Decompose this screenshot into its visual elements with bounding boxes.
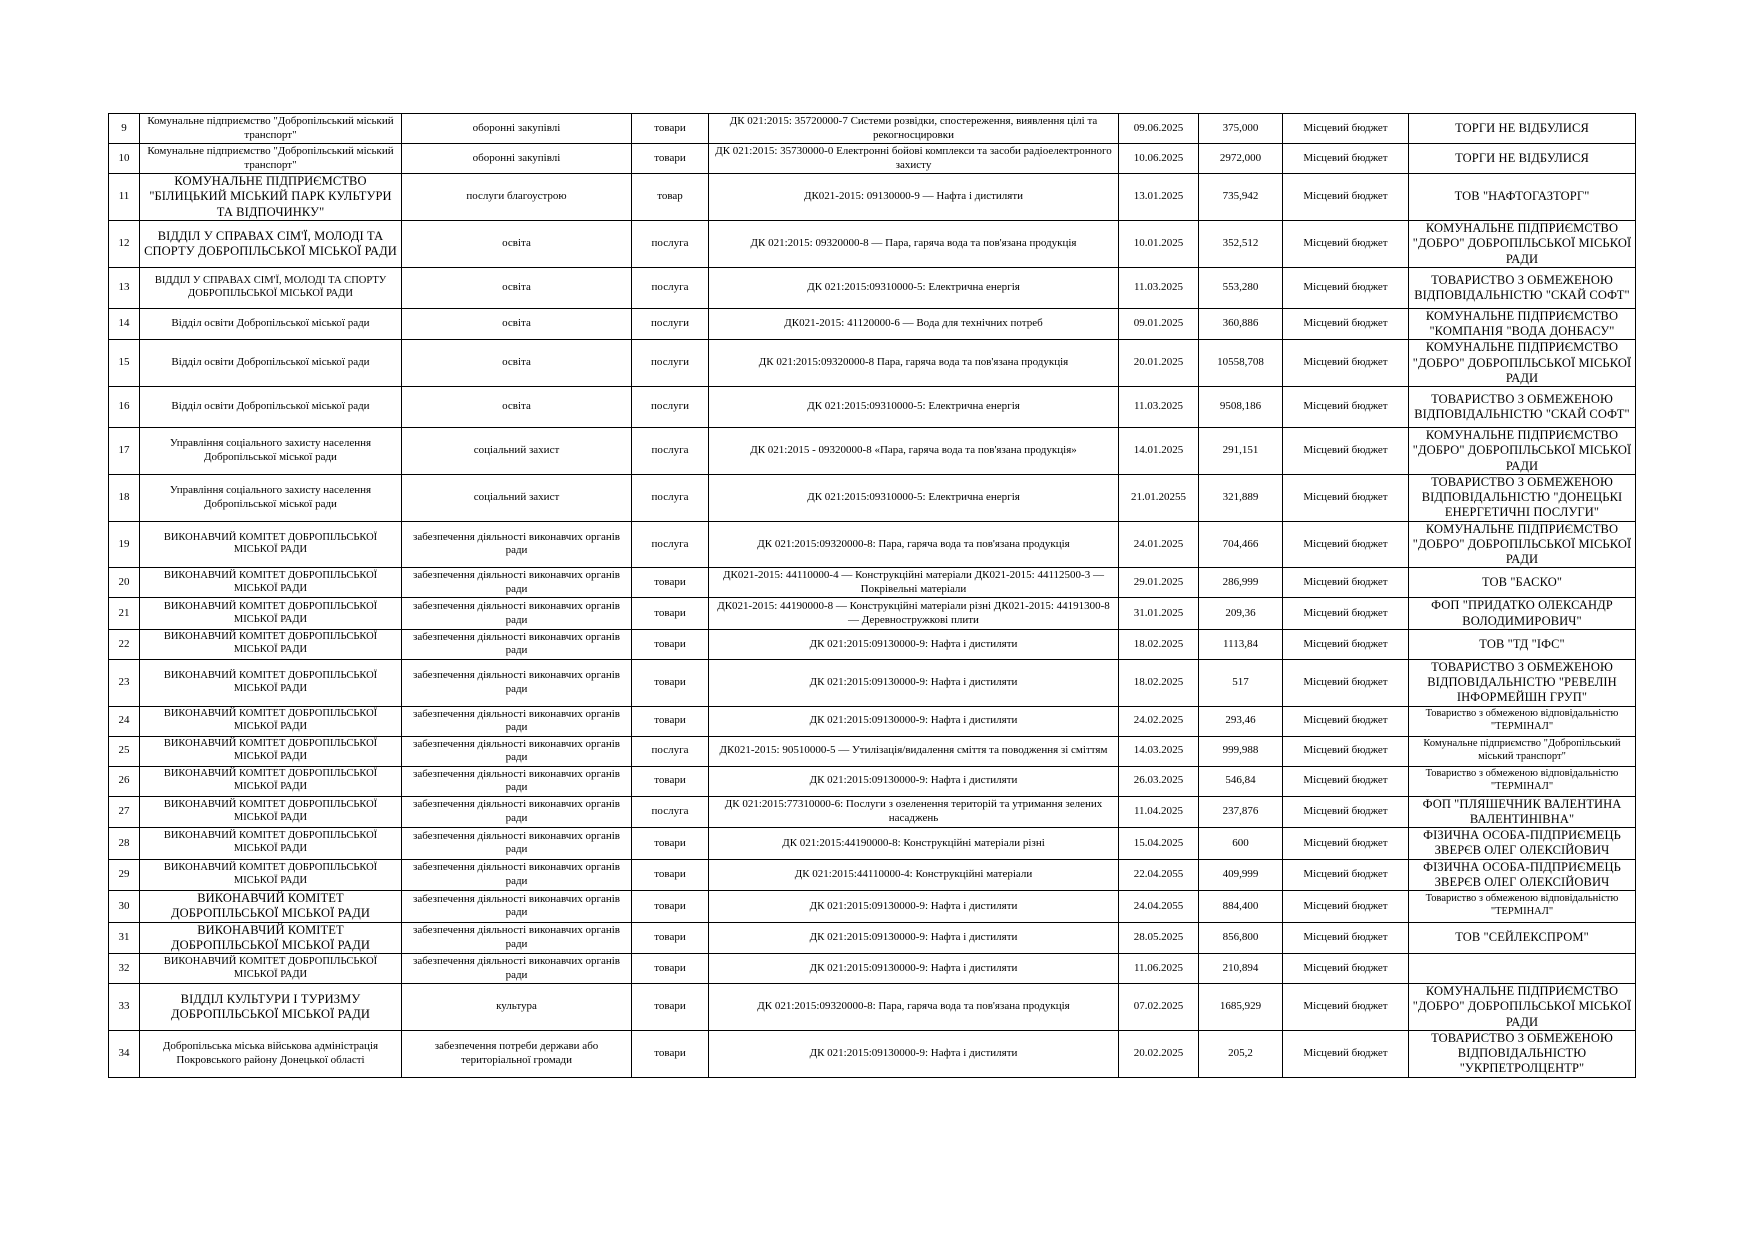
winner-cell: Товариство з обмеженою відповідальністю "ТЕРМІНАЛ" [1409, 891, 1636, 923]
contract-date-cell: 26.03.2025 [1119, 766, 1199, 796]
table-row [109, 521, 1636, 568]
row-number-cell: 29 [109, 859, 140, 891]
procurement-subject-cell: ДК021-2015: 44190000-8 — Конструкційні матеріали різні ДК021-2015: 44191300-8 — Деревностружкові плити [709, 598, 1119, 630]
procuring-entity-cell: ВИКОНАВЧИЙ КОМІТЕТ ДОБРОПІЛЬСЬКОЇ МІСЬКОЇ РАДИ [140, 706, 402, 736]
contract-amount-cell: 286,999 [1199, 568, 1283, 598]
procurement-subject-cell: ДК 021:2015:09310000-5: Електрична енергія [709, 474, 1119, 521]
procurement-purpose-cell: соціальний захист [402, 428, 632, 475]
contract-date-cell: 31.01.2025 [1119, 598, 1199, 630]
table-row [109, 568, 1636, 598]
funding-source-cell: Місцевий бюджет [1283, 954, 1409, 984]
contract-amount-cell: 9508,186 [1199, 387, 1283, 428]
row-number-cell: 23 [109, 659, 140, 706]
row-number-cell: 16 [109, 387, 140, 428]
winner-cell: ТОРГИ НЕ ВІДБУЛИСЯ [1409, 144, 1636, 174]
procurement-subject-cell: ДК 021:2015: 35720000-7 Системи розвідки, спостереження, виявлення цілі та рекогносцировки [709, 114, 1119, 144]
row-number-cell: 9 [109, 114, 140, 144]
funding-source-cell: Місцевий бюджет [1283, 144, 1409, 174]
procuring-entity-cell: ВИКОНАВЧИЙ КОМІТЕТ ДОБРОПІЛЬСЬКОЇ МІСЬКОЇ РАДИ [140, 629, 402, 659]
row-number-cell: 22 [109, 629, 140, 659]
contract-amount-cell: 856,800 [1199, 922, 1283, 954]
funding-source-cell: Місцевий бюджет [1283, 659, 1409, 706]
contract-amount-cell: 360,886 [1199, 308, 1283, 340]
winner-cell: КОМУНАЛЬНЕ ПІДПРИЄМСТВО "ДОБРО" ДОБРОПІЛЬСЬКОЇ МІСЬКОЇ РАДИ [1409, 984, 1636, 1031]
procurement-type-cell: послуги [632, 308, 709, 340]
contract-amount-cell: 884,400 [1199, 891, 1283, 923]
procuring-entity-cell: Управління соціального захисту населення Добропільської міської ради [140, 428, 402, 475]
contract-date-cell: 07.02.2025 [1119, 984, 1199, 1031]
table-row [109, 114, 1636, 144]
procuring-entity-cell: Відділ освіти Добропільської міської ради [140, 387, 402, 428]
contract-date-cell: 29.01.2025 [1119, 568, 1199, 598]
procurement-subject-cell: ДК 021:2015:09130000-9: Нафта і дистиляти [709, 629, 1119, 659]
funding-source-cell: Місцевий бюджет [1283, 891, 1409, 923]
contract-date-cell: 20.01.2025 [1119, 340, 1199, 387]
row-number-cell: 31 [109, 922, 140, 954]
procurement-subject-cell: ДК 021:2015:09130000-9: Нафта і дистиляти [709, 659, 1119, 706]
funding-source-cell: Місцевий бюджет [1283, 1030, 1409, 1077]
row-number-cell: 28 [109, 828, 140, 860]
procurement-purpose-cell: забезпечення діяльності виконавчих органів ради [402, 954, 632, 984]
procuring-entity-cell: ВИКОНАВЧИЙ КОМІТЕТ ДОБРОПІЛЬСЬКОЇ МІСЬКОЇ РАДИ [140, 796, 402, 828]
row-number-cell: 17 [109, 428, 140, 475]
procurement-type-cell: товари [632, 922, 709, 954]
funding-source-cell: Місцевий бюджет [1283, 340, 1409, 387]
table-row [109, 796, 1636, 828]
procurement-type-cell: послуга [632, 428, 709, 475]
winner-cell: КОМУНАЛЬНЕ ПІДПРИЄМСТВО "ДОБРО" ДОБРОПІЛЬСЬКОЇ МІСЬКОЇ РАДИ [1409, 340, 1636, 387]
procurement-purpose-cell: соціальний захист [402, 474, 632, 521]
funding-source-cell: Місцевий бюджет [1283, 474, 1409, 521]
winner-cell: ТОВАРИСТВО З ОБМЕЖЕНОЮ ВІДПОВІДАЛЬНІСТЮ "СКАЙ СОФТ" [1409, 387, 1636, 428]
row-number-cell: 19 [109, 521, 140, 568]
procurement-type-cell: послуга [632, 796, 709, 828]
table-row [109, 706, 1636, 736]
procurement-type-cell: товари [632, 828, 709, 860]
funding-source-cell: Місцевий бюджет [1283, 428, 1409, 475]
contract-date-cell: 14.01.2025 [1119, 428, 1199, 475]
winner-cell: ТОВ "БАСКО" [1409, 568, 1636, 598]
contract-amount-cell: 704,466 [1199, 521, 1283, 568]
funding-source-cell: Місцевий бюджет [1283, 267, 1409, 308]
procurement-type-cell: товар [632, 174, 709, 221]
procurement-type-cell: послуга [632, 521, 709, 568]
procurement-subject-cell: ДК 021:2015: 09320000-8 — Пара, гаряча вода та пов'язана продукція [709, 221, 1119, 268]
procuring-entity-cell: ВИКОНАВЧИЙ КОМІТЕТ ДОБРОПІЛЬСЬКОЇ МІСЬКОЇ РАДИ [140, 736, 402, 766]
table-row [109, 954, 1636, 984]
procurement-purpose-cell: освіта [402, 267, 632, 308]
procuring-entity-cell: ВИКОНАВЧИЙ КОМІТЕТ ДОБРОПІЛЬСЬКОЇ МІСЬКОЇ РАДИ [140, 859, 402, 891]
row-number-cell: 33 [109, 984, 140, 1031]
contract-date-cell: 24.01.2025 [1119, 521, 1199, 568]
procurement-subject-cell: ДК021-2015: 09130000-9 — Нафта і дистиляти [709, 174, 1119, 221]
row-number-cell: 14 [109, 308, 140, 340]
row-number-cell: 26 [109, 766, 140, 796]
procurement-purpose-cell: послуги благоустрою [402, 174, 632, 221]
procuring-entity-cell: ВИКОНАВЧИЙ КОМІТЕТ ДОБРОПІЛЬСЬКОЇ МІСЬКОЇ РАДИ [140, 598, 402, 630]
funding-source-cell: Місцевий бюджет [1283, 706, 1409, 736]
procurement-type-cell: послуга [632, 267, 709, 308]
contract-amount-cell: 600 [1199, 828, 1283, 860]
funding-source-cell: Місцевий бюджет [1283, 922, 1409, 954]
winner-cell: Товариство з обмеженою відповідальністю "ТЕРМІНАЛ" [1409, 766, 1636, 796]
row-number-cell: 34 [109, 1030, 140, 1077]
procuring-entity-cell: Управління соціального захисту населення Добропільської міської ради [140, 474, 402, 521]
procurement-purpose-cell: забезпечення діяльності виконавчих органів ради [402, 859, 632, 891]
table-body [109, 114, 1636, 1078]
contract-amount-cell: 735,942 [1199, 174, 1283, 221]
procurement-purpose-cell: оборонні закупівлі [402, 114, 632, 144]
procurement-purpose-cell: освіта [402, 221, 632, 268]
winner-cell: ФОП "ПРИДАТКО ОЛЕКСАНДР ВОЛОДИМИРОВИЧ" [1409, 598, 1636, 630]
procuring-entity-cell: ВИКОНАВЧИЙ КОМІТЕТ ДОБРОПІЛЬСЬКОЇ МІСЬКОЇ РАДИ [140, 568, 402, 598]
table-row [109, 387, 1636, 428]
procurement-purpose-cell: забезпечення діяльності виконавчих органів ради [402, 766, 632, 796]
procuring-entity-cell: ВИКОНАВЧИЙ КОМІТЕТ ДОБРОПІЛЬСЬКОЇ МІСЬКОЇ РАДИ [140, 659, 402, 706]
procurement-purpose-cell: забезпечення діяльності виконавчих органів ради [402, 891, 632, 923]
procurement-subject-cell: ДК 021:2015:09130000-9: Нафта і дистиляти [709, 891, 1119, 923]
winner-cell: ТОВ "ТД "ІФС" [1409, 629, 1636, 659]
contract-amount-cell: 517 [1199, 659, 1283, 706]
procurement-purpose-cell: оборонні закупівлі [402, 144, 632, 174]
winner-cell: Товариство з обмеженою відповідальністю "ТЕРМІНАЛ" [1409, 706, 1636, 736]
contract-date-cell: 14.03.2025 [1119, 736, 1199, 766]
procurement-subject-cell: ДК021-2015: 44110000-4 — Конструкційні матеріали ДК021-2015: 44112500-3 — Покрівельні матеріали [709, 568, 1119, 598]
funding-source-cell: Місцевий бюджет [1283, 766, 1409, 796]
procurement-purpose-cell: освіта [402, 387, 632, 428]
winner-cell: ТОВАРИСТВО З ОБМЕЖЕНОЮ ВІДПОВІДАЛЬНІСТЮ "ДОНЕЦЬКІ ЕНЕРГЕТИЧНІ ПОСЛУГИ" [1409, 474, 1636, 521]
contract-amount-cell: 10558,708 [1199, 340, 1283, 387]
procurement-type-cell: товари [632, 859, 709, 891]
funding-source-cell: Місцевий бюджет [1283, 387, 1409, 428]
winner-cell: ФІЗИЧНА ОСОБА-ПІДПРИЄМЕЦЬ ЗВЕРЄВ ОЛЕГ ОЛЕКСІЙОВИЧ [1409, 859, 1636, 891]
procurement-subject-cell: ДК 021:2015:77310000-6: Послуги з озеленення територій та утримання зелених насаджень [709, 796, 1119, 828]
procurement-purpose-cell: забезпечення діяльності виконавчих органів ради [402, 568, 632, 598]
procuring-entity-cell: Відділ освіти Добропільської міської ради [140, 308, 402, 340]
procurement-type-cell: товари [632, 766, 709, 796]
procuring-entity-cell: Відділ освіти Добропільської міської ради [140, 340, 402, 387]
contract-amount-cell: 375,000 [1199, 114, 1283, 144]
contract-date-cell: 11.06.2025 [1119, 954, 1199, 984]
table-row [109, 891, 1636, 923]
procuring-entity-cell: ВІДДІЛ У СПРАВАХ СІМ'Ї, МОЛОДІ ТА СПОРТУ ДОБРОПІЛЬСЬКОЇ МІСЬКОЇ РАДИ [140, 221, 402, 268]
table-row [109, 598, 1636, 630]
contract-date-cell: 20.02.2025 [1119, 1030, 1199, 1077]
contract-date-cell: 09.06.2025 [1119, 114, 1199, 144]
contract-amount-cell: 999,988 [1199, 736, 1283, 766]
procurement-subject-cell: ДК 021:2015:09130000-9: Нафта і дистиляти [709, 766, 1119, 796]
procurement-type-cell: послуги [632, 340, 709, 387]
procurement-purpose-cell: освіта [402, 340, 632, 387]
row-number-cell: 15 [109, 340, 140, 387]
procuring-entity-cell: ВИКОНАВЧИЙ КОМІТЕТ ДОБРОПІЛЬСЬКОЇ МІСЬКОЇ РАДИ [140, 954, 402, 984]
contract-amount-cell: 210,894 [1199, 954, 1283, 984]
procurement-type-cell: товари [632, 706, 709, 736]
procurement-subject-cell: ДК 021:2015: 35730000-0 Електронні бойові комплекси та засоби радіоелектронного захисту [709, 144, 1119, 174]
contract-date-cell: 21.01.20255 [1119, 474, 1199, 521]
row-number-cell: 12 [109, 221, 140, 268]
table-row [109, 174, 1636, 221]
procuring-entity-cell: Добропільська міська військова адміністрація Покровського району Донецької області [140, 1030, 402, 1077]
procurement-type-cell: товари [632, 568, 709, 598]
contract-date-cell: 11.03.2025 [1119, 387, 1199, 428]
contract-amount-cell: 293,46 [1199, 706, 1283, 736]
procuring-entity-cell: ВІДДІЛ КУЛЬТУРИ І ТУРИЗМУ ДОБРОПІЛЬСЬКОЇ МІСЬКОЇ РАДИ [140, 984, 402, 1031]
table-row [109, 221, 1636, 268]
contract-date-cell: 10.06.2025 [1119, 144, 1199, 174]
procurement-purpose-cell: забезпечення потреби держави або територіальної громади [402, 1030, 632, 1077]
contract-date-cell: 24.02.2025 [1119, 706, 1199, 736]
table-row [109, 308, 1636, 340]
procurement-purpose-cell: забезпечення діяльності виконавчих органів ради [402, 922, 632, 954]
winner-cell: КОМУНАЛЬНЕ ПІДПРИЄМСТВО "ДОБРО" ДОБРОПІЛЬСЬКОЇ МІСЬКОЇ РАДИ [1409, 221, 1636, 268]
procurement-table [108, 113, 1636, 1078]
procurement-subject-cell: ДК 021:2015:09310000-5: Електрична енергія [709, 387, 1119, 428]
row-number-cell: 21 [109, 598, 140, 630]
funding-source-cell: Місцевий бюджет [1283, 221, 1409, 268]
contract-date-cell: 13.01.2025 [1119, 174, 1199, 221]
procurement-type-cell: послуга [632, 474, 709, 521]
procurement-subject-cell: ДК 021:2015:09130000-9: Нафта і дистиляти [709, 1030, 1119, 1077]
row-number-cell: 20 [109, 568, 140, 598]
procurement-purpose-cell: освіта [402, 308, 632, 340]
procurement-subject-cell: ДК 021:2015:09320000-8 Пара, гаряча вода та пов'язана продукція [709, 340, 1119, 387]
row-number-cell: 18 [109, 474, 140, 521]
table-row [109, 766, 1636, 796]
contract-amount-cell: 546,84 [1199, 766, 1283, 796]
winner-cell: ТОВ "СЕЙЛЕКСПРОМ" [1409, 922, 1636, 954]
contract-amount-cell: 205,2 [1199, 1030, 1283, 1077]
row-number-cell: 27 [109, 796, 140, 828]
winner-cell: Комунальне підприємство "Добропільський міський транспорт" [1409, 736, 1636, 766]
procurement-type-cell: послуги [632, 387, 709, 428]
procuring-entity-cell: ВІДДІЛ У СПРАВАХ СІМ'Ї, МОЛОДІ ТА СПОРТУ ДОБРОПІЛЬСЬКОЇ МІСЬКОЇ РАДИ [140, 267, 402, 308]
procuring-entity-cell: ВИКОНАВЧИЙ КОМІТЕТ ДОБРОПІЛЬСЬКОЇ МІСЬКОЇ РАДИ [140, 521, 402, 568]
funding-source-cell: Місцевий бюджет [1283, 984, 1409, 1031]
winner-cell: ТОВ "НАФТОГАЗТОРГ" [1409, 174, 1636, 221]
procurement-subject-cell: ДК 021:2015:44190000-8: Конструкційні матеріали різні [709, 828, 1119, 860]
row-number-cell: 32 [109, 954, 140, 984]
table-row [109, 984, 1636, 1031]
procurement-subject-cell: ДК 021:2015:44110000-4: Конструкційні матеріали [709, 859, 1119, 891]
contract-date-cell: 18.02.2025 [1119, 659, 1199, 706]
row-number-cell: 25 [109, 736, 140, 766]
procuring-entity-cell: ВИКОНАВЧИЙ КОМІТЕТ ДОБРОПІЛЬСЬКОЇ МІСЬКОЇ РАДИ [140, 766, 402, 796]
contract-amount-cell: 291,151 [1199, 428, 1283, 475]
contract-date-cell: 09.01.2025 [1119, 308, 1199, 340]
contract-amount-cell: 209,36 [1199, 598, 1283, 630]
procurement-type-cell: товари [632, 659, 709, 706]
table-row [109, 629, 1636, 659]
row-number-cell: 24 [109, 706, 140, 736]
procurement-type-cell: послуга [632, 736, 709, 766]
procurement-purpose-cell: забезпечення діяльності виконавчих органів ради [402, 598, 632, 630]
row-number-cell: 11 [109, 174, 140, 221]
procurement-purpose-cell: забезпечення діяльності виконавчих органів ради [402, 659, 632, 706]
contract-amount-cell: 1113,84 [1199, 629, 1283, 659]
table-row [109, 922, 1636, 954]
procurement-type-cell: товари [632, 629, 709, 659]
table-row [109, 859, 1636, 891]
funding-source-cell: Місцевий бюджет [1283, 598, 1409, 630]
procurement-subject-cell: ДК021-2015: 41120000-6 — Вода для технічних потреб [709, 308, 1119, 340]
table-row [109, 828, 1636, 860]
contract-date-cell: 15.04.2025 [1119, 828, 1199, 860]
winner-cell: КОМУНАЛЬНЕ ПІДПРИЄМСТВО "ДОБРО" ДОБРОПІЛЬСЬКОЇ МІСЬКОЇ РАДИ [1409, 521, 1636, 568]
contract-amount-cell: 1685,929 [1199, 984, 1283, 1031]
procuring-entity-cell: ВИКОНАВЧИЙ КОМІТЕТ ДОБРОПІЛЬСЬКОЇ МІСЬКОЇ РАДИ [140, 891, 402, 923]
contract-amount-cell: 352,512 [1199, 221, 1283, 268]
procuring-entity-cell: ВИКОНАВЧИЙ КОМІТЕТ ДОБРОПІЛЬСЬКОЇ МІСЬКОЇ РАДИ [140, 828, 402, 860]
contract-date-cell: 10.01.2025 [1119, 221, 1199, 268]
procurement-type-cell: послуга [632, 221, 709, 268]
procurement-type-cell: товари [632, 598, 709, 630]
table-row [109, 659, 1636, 706]
winner-cell: КОМУНАЛЬНЕ ПІДПРИЄМСТВО "КОМПАНІЯ "ВОДА ДОНБАСУ" [1409, 308, 1636, 340]
funding-source-cell: Місцевий бюджет [1283, 308, 1409, 340]
contract-amount-cell: 237,876 [1199, 796, 1283, 828]
table-row [109, 144, 1636, 174]
contract-date-cell: 18.02.2025 [1119, 629, 1199, 659]
procurement-subject-cell: ДК 021:2015 - 09320000-8 «Пара, гаряча вода та пов'язана продукція» [709, 428, 1119, 475]
contract-amount-cell: 2972,000 [1199, 144, 1283, 174]
contract-date-cell: 11.04.2025 [1119, 796, 1199, 828]
procurement-purpose-cell: забезпечення діяльності виконавчих органів ради [402, 736, 632, 766]
funding-source-cell: Місцевий бюджет [1283, 736, 1409, 766]
procurement-type-cell: товари [632, 954, 709, 984]
procurement-purpose-cell: культура [402, 984, 632, 1031]
procurement-type-cell: товари [632, 144, 709, 174]
winner-cell: ТОВАРИСТВО З ОБМЕЖЕНОЮ ВІДПОВІДАЛЬНІСТЮ "СКАЙ СОФТ" [1409, 267, 1636, 308]
table-row [109, 340, 1636, 387]
funding-source-cell: Місцевий бюджет [1283, 796, 1409, 828]
procurement-subject-cell: ДК021-2015: 90510000-5 — Утилізація/видалення сміття та поводження зі сміттям [709, 736, 1119, 766]
procurement-subject-cell: ДК 021:2015:09130000-9: Нафта і дистиляти [709, 954, 1119, 984]
row-number-cell: 13 [109, 267, 140, 308]
contract-date-cell: 22.04.2055 [1119, 859, 1199, 891]
contract-date-cell: 11.03.2025 [1119, 267, 1199, 308]
procuring-entity-cell: Комунальне підприємство "Добропільський міський транспорт" [140, 144, 402, 174]
procurement-type-cell: товари [632, 891, 709, 923]
table-row [109, 474, 1636, 521]
funding-source-cell: Місцевий бюджет [1283, 828, 1409, 860]
funding-source-cell: Місцевий бюджет [1283, 629, 1409, 659]
procurement-type-cell: товари [632, 114, 709, 144]
procurement-subject-cell: ДК 021:2015:09310000-5: Електрична енергія [709, 267, 1119, 308]
procurement-subject-cell: ДК 021:2015:09320000-8: Пара, гаряча вода та пов'язана продукція [709, 984, 1119, 1031]
contract-amount-cell: 553,280 [1199, 267, 1283, 308]
contract-amount-cell: 321,889 [1199, 474, 1283, 521]
winner-cell: КОМУНАЛЬНЕ ПІДПРИЄМСТВО "ДОБРО" ДОБРОПІЛЬСЬКОЇ МІСЬКОЇ РАДИ [1409, 428, 1636, 475]
procurement-subject-cell: ДК 021:2015:09130000-9: Нафта і дистиляти [709, 922, 1119, 954]
funding-source-cell: Місцевий бюджет [1283, 568, 1409, 598]
winner-cell [1409, 954, 1636, 984]
table-row [109, 1030, 1636, 1077]
procurement-purpose-cell: забезпечення діяльності виконавчих органів ради [402, 629, 632, 659]
funding-source-cell: Місцевий бюджет [1283, 521, 1409, 568]
procurement-purpose-cell: забезпечення діяльності виконавчих органів ради [402, 521, 632, 568]
contract-date-cell: 28.05.2025 [1119, 922, 1199, 954]
funding-source-cell: Місцевий бюджет [1283, 859, 1409, 891]
table-row [109, 736, 1636, 766]
procurement-purpose-cell: забезпечення діяльності виконавчих органів ради [402, 828, 632, 860]
funding-source-cell: Місцевий бюджет [1283, 114, 1409, 144]
row-number-cell: 10 [109, 144, 140, 174]
procurement-type-cell: товари [632, 1030, 709, 1077]
procurement-subject-cell: ДК 021:2015:09320000-8: Пара, гаряча вода та пов'язана продукція [709, 521, 1119, 568]
procuring-entity-cell: КОМУНАЛЬНЕ ПІДПРИЄМСТВО "БІЛИЦЬКИЙ МІСЬКИЙ ПАРК КУЛЬТУРИ ТА ВІДПОЧИНКУ" [140, 174, 402, 221]
row-number-cell: 30 [109, 891, 140, 923]
procurement-purpose-cell: забезпечення діяльності виконавчих органів ради [402, 706, 632, 736]
winner-cell: ФОП "ПЛЯШЕЧНИК ВАЛЕНТИНА ВАЛЕНТИНІВНА" [1409, 796, 1636, 828]
winner-cell: ТОВАРИСТВО З ОБМЕЖЕНОЮ ВІДПОВІДАЛЬНІСТЮ "РЕВЕЛІН ІНФОРМЕЙШН ГРУП" [1409, 659, 1636, 706]
winner-cell: ТОВАРИСТВО З ОБМЕЖЕНОЮ ВІДПОВІДАЛЬНІСТЮ "УКРПЕТРОЛЦЕНТР" [1409, 1030, 1636, 1077]
winner-cell: ТОРГИ НЕ ВІДБУЛИСЯ [1409, 114, 1636, 144]
procurement-subject-cell: ДК 021:2015:09130000-9: Нафта і дистиляти [709, 706, 1119, 736]
contract-amount-cell: 409,999 [1199, 859, 1283, 891]
table-row [109, 267, 1636, 308]
procurement-type-cell: товари [632, 984, 709, 1031]
procurement-purpose-cell: забезпечення діяльності виконавчих органів ради [402, 796, 632, 828]
funding-source-cell: Місцевий бюджет [1283, 174, 1409, 221]
table-row [109, 428, 1636, 475]
procuring-entity-cell: Комунальне підприємство "Добропільський міський транспорт" [140, 114, 402, 144]
winner-cell: ФІЗИЧНА ОСОБА-ПІДПРИЄМЕЦЬ ЗВЕРЄВ ОЛЕГ ОЛЕКСІЙОВИЧ [1409, 828, 1636, 860]
contract-date-cell: 24.04.2055 [1119, 891, 1199, 923]
procuring-entity-cell: ВИКОНАВЧИЙ КОМІТЕТ ДОБРОПІЛЬСЬКОЇ МІСЬКОЇ РАДИ [140, 922, 402, 954]
